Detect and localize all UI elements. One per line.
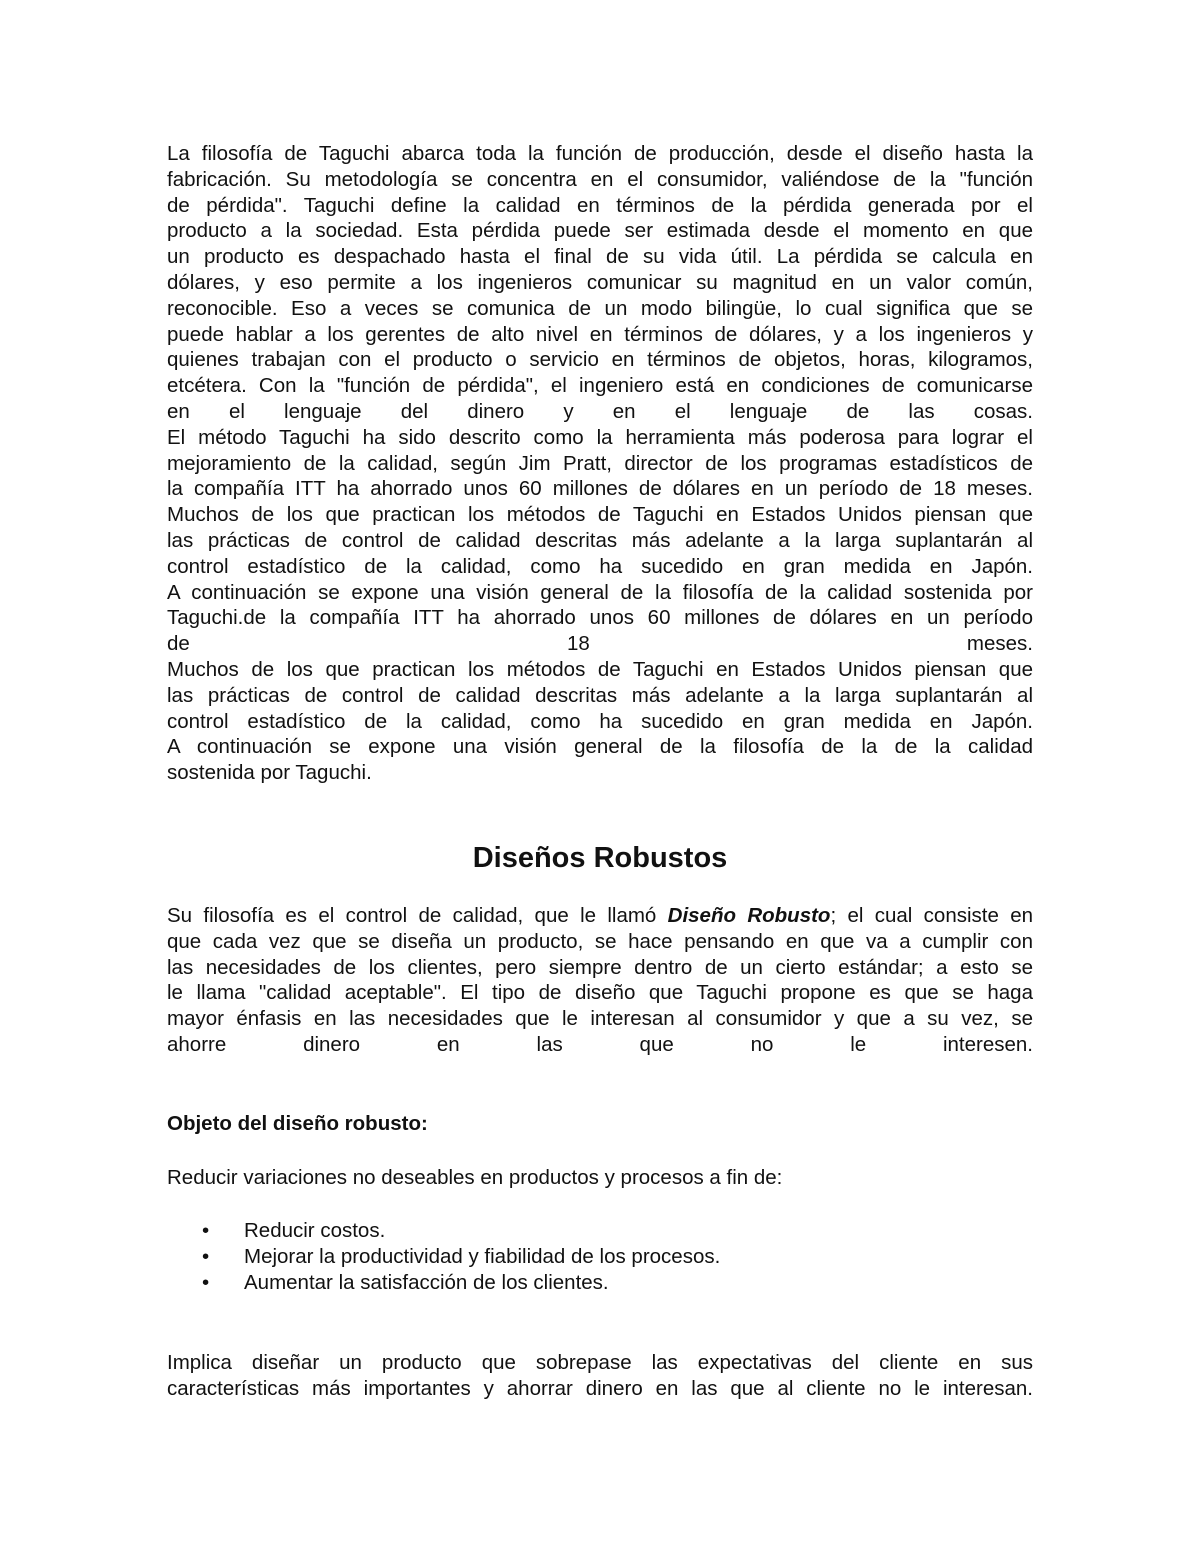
list-item bbox=[167, 1270, 1033, 1296]
text-line: A continuación se expone una visión general de la filosofía de la calidad sostenida por bbox=[167, 580, 1033, 604]
section-heading: Diseños Robustos bbox=[472, 842, 728, 874]
text-line: de 18 meses. bbox=[167, 632, 1033, 656]
text-line: características más importantes y ahorrar dinero en las que al cliente no le interesan. bbox=[167, 1376, 1033, 1400]
text-line: sostenida por Taguchi. bbox=[167, 761, 372, 785]
object-heading: Objeto del diseño robusto: bbox=[167, 1112, 428, 1135]
text-line: Muchos de los que practican los métodos de Taguchi en Estados Unidos piensan que bbox=[167, 503, 1033, 527]
text-line: control estadístico de la calidad, como ha sucedido en gran medida en Japón. bbox=[167, 709, 1033, 733]
text-line: las prácticas de control de calidad descritas más adelante a la larga suplantarán al bbox=[167, 528, 1033, 552]
text-line: puede hablar a los gerentes de alto nivel en términos de dólares, y a los ingenieros y bbox=[167, 322, 1033, 346]
text-line: ahorre dinero en las que no le interesen. bbox=[167, 1032, 1033, 1056]
list-item-text: Aumentar la satisfacción de los clientes. bbox=[244, 1271, 609, 1294]
text-line: quienes trabajan con el producto o servicio en términos de objetos, horas, kilogramos, bbox=[167, 348, 1033, 372]
list-item-text: Reducir costos. bbox=[244, 1219, 386, 1242]
text-run: ; el cual consiste en bbox=[830, 904, 1033, 927]
text-line: le llama "calidad aceptable". El tipo de diseño que Taguchi propone es que se haga bbox=[167, 981, 1033, 1005]
object-intro bbox=[167, 1165, 1033, 1191]
list-item bbox=[167, 1218, 1033, 1244]
bullet-icon: • bbox=[202, 1245, 210, 1268]
text-line: que cada vez que se diseña un producto, se hace pensando en que va a cumplir con bbox=[167, 929, 1033, 953]
text-line: Implica diseñar un producto que sobrepase las expectativas del cliente en sus bbox=[167, 1351, 1033, 1374]
text-line: reconocible. Eso a veces se comunica de un modo bilingüe, lo cual significa que se bbox=[167, 296, 1033, 320]
text-run: Su filosofía es el control de calidad, que le llamó bbox=[167, 904, 668, 927]
bullet-icon: • bbox=[202, 1219, 210, 1242]
text-line: las necesidades de los clientes, pero siempre dentro de un cierto estándar; a esto se bbox=[167, 955, 1033, 979]
text-line: mayor énfasis en las necesidades que le interesan al consumidor y que a su vez, se bbox=[167, 1007, 1033, 1031]
text-line: Reducir variaciones no deseables en productos y procesos a fin de: bbox=[167, 1166, 783, 1189]
text-line: un producto es despachado hasta el final de su vida útil. La pérdida se calcula en bbox=[167, 245, 1033, 269]
text-line: Taguchi.de la compañía ITT ha ahorrado unos 60 millones de dólares en un período bbox=[167, 606, 1033, 630]
bullet-list bbox=[167, 1218, 1033, 1296]
text-line: mejoramiento de la calidad, según Jim Pratt, director de los programas estadísticos de bbox=[167, 451, 1033, 475]
text-line: control estadístico de la calidad, como ha sucedido en gran medida en Japón. bbox=[167, 554, 1033, 578]
text-line: la compañía ITT ha ahorrado unos 60 millones de dólares en un período de 18 meses. bbox=[167, 477, 1033, 501]
closing-paragraph bbox=[167, 1350, 1033, 1402]
text-line: etcétera. Con la "función de pérdida", el ingeniero está en condiciones de comunicarse bbox=[167, 374, 1033, 398]
text-line: de pérdida". Taguchi define la calidad en términos de la pérdida generada por el bbox=[167, 193, 1033, 217]
robust-paragraph bbox=[167, 903, 1033, 1058]
text-line bbox=[167, 903, 1033, 929]
intro-paragraph bbox=[167, 141, 1033, 786]
bullet-icon: • bbox=[202, 1271, 210, 1294]
text-line: las prácticas de control de calidad descritas más adelante a la larga suplantarán al bbox=[167, 683, 1033, 707]
list-item bbox=[167, 1244, 1033, 1270]
text-line: A continuación se expone una visión general de la filosofía de la de la calidad bbox=[167, 735, 1033, 759]
text-line: producto a la sociedad. Esta pérdida puede ser estimada desde el momento en que bbox=[167, 219, 1033, 243]
list-item-text: Mejorar la productividad y fiabilidad de los procesos. bbox=[244, 1245, 721, 1268]
text-line: en el lenguaje del dinero y en el lenguaje de las cosas. bbox=[167, 399, 1033, 423]
text-line: Muchos de los que practican los métodos de Taguchi en Estados Unidos piensan que bbox=[167, 657, 1033, 681]
text-line: El método Taguchi ha sido descrito como la herramienta más poderosa para lograr el bbox=[167, 425, 1033, 449]
emphasis-term: Diseño Robusto bbox=[667, 904, 831, 927]
text-line: dólares, y eso permite a los ingenieros comunicar su magnitud en un valor común, bbox=[167, 270, 1033, 294]
text-line: La filosofía de Taguchi abarca toda la función de producción, desde el diseño hasta la bbox=[167, 142, 1033, 165]
text-line: fabricación. Su metodología se concentra en el consumidor, valiéndose de la "función bbox=[167, 167, 1033, 191]
